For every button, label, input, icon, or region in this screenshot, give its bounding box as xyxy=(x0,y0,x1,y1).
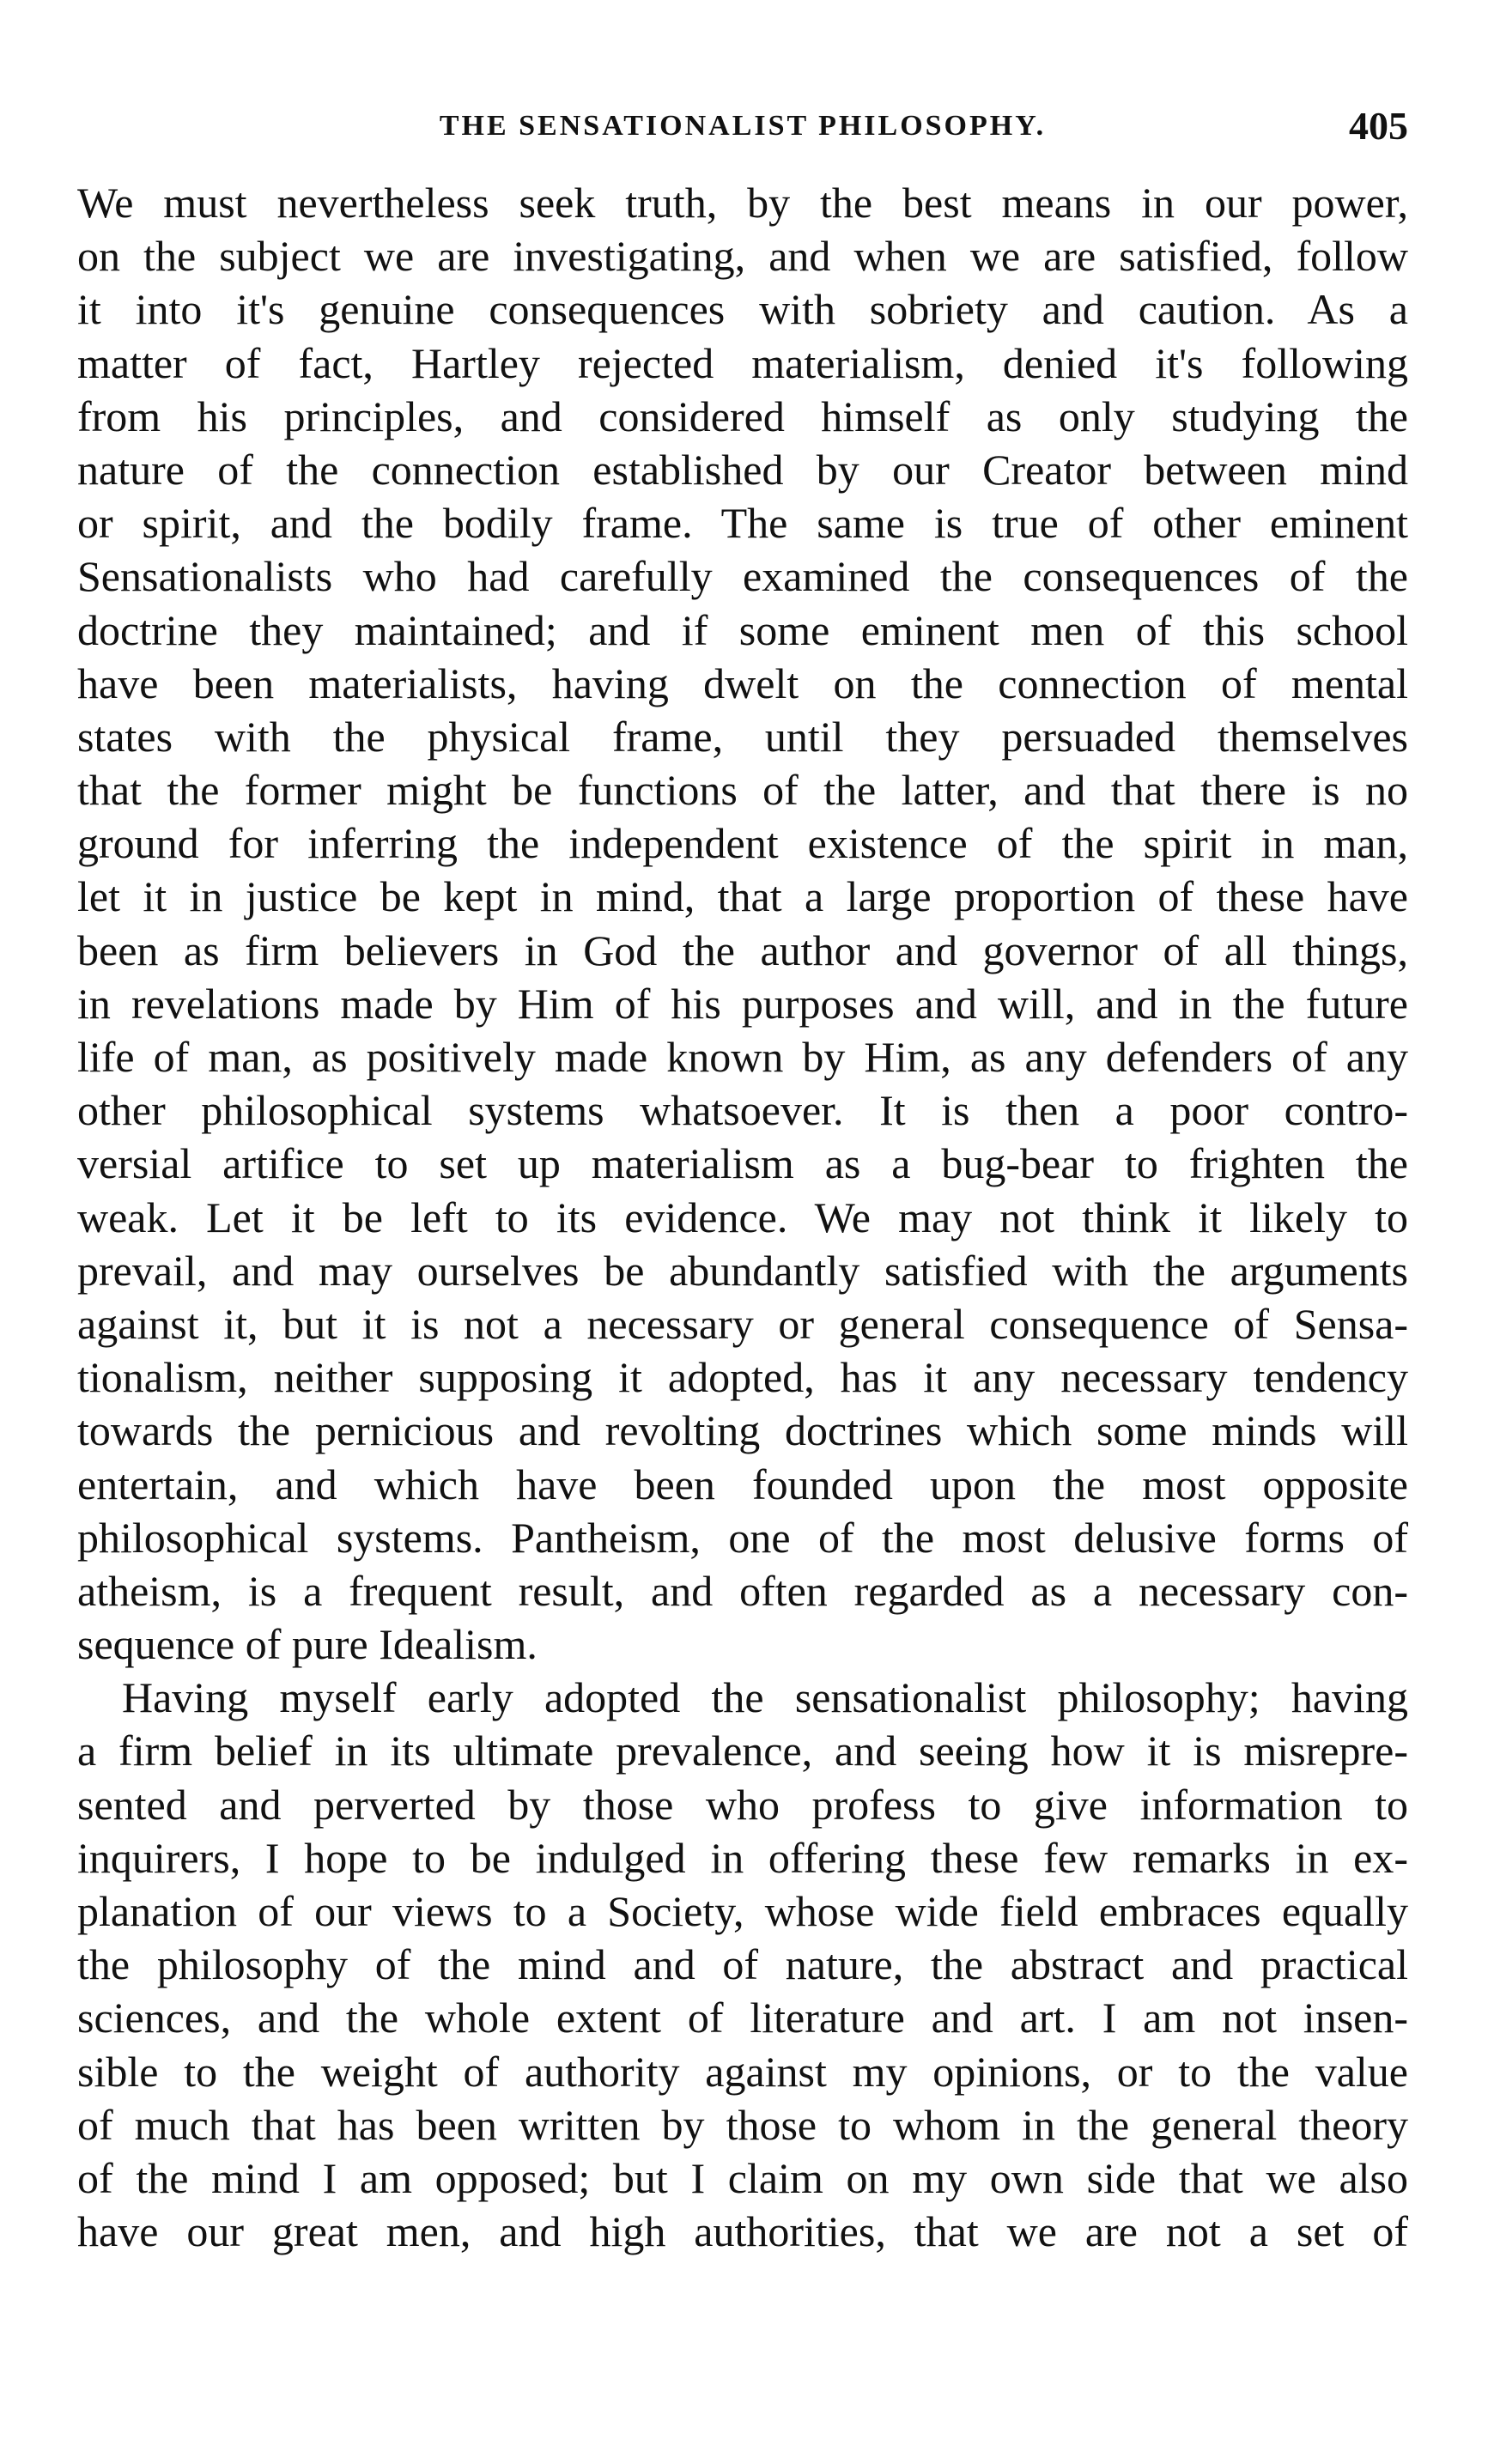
text-line: that the former might be functions of the latter, and that there is no xyxy=(77,766,1408,815)
text-line: We must nevertheless seek truth, by the best means in our power, xyxy=(77,179,1408,227)
text-line: doctrine they maintained; and if some eminent men of this school xyxy=(77,605,1408,654)
text-line: prevail, and may ourselves be abundantly satisfied with the arguments xyxy=(77,1246,1408,1295)
text-line: nature of the connection established by our Creator between mind xyxy=(77,445,1408,494)
text-line: inquirers, I hope to be indulged in offering these few remarks in ex- xyxy=(77,1833,1408,1882)
text-line: sciences, and the whole extent of literature and art. I am not insen- xyxy=(77,1994,1408,2042)
page-number: 405 xyxy=(1349,104,1408,148)
text-line: entertain, and which have been founded upon the most opposite xyxy=(77,1460,1408,1508)
text-line: let it in justice be kept in mind, that a large proportion of these have xyxy=(77,872,1408,921)
text-line: in revelations made by Him of his purposes and will, and in the future xyxy=(77,979,1408,1028)
text-line: from his principles, and considered himself as only studying the xyxy=(77,391,1408,440)
text-line: sible to the weight of authority against my opinions, or to the value xyxy=(77,2047,1408,2096)
text-line: planation of our views to a Society, whose wide field embraces equally xyxy=(77,1887,1408,1935)
text-line: been as firm believers in God the author and governor of all things, xyxy=(77,926,1408,974)
text-line: Sensationalists who had carefully examined the consequences of the xyxy=(77,552,1408,601)
text-line: states with the physical frame, until they persuaded themselves xyxy=(77,712,1408,761)
text-line: ground for inferring the independent existence of the spirit in man, xyxy=(77,819,1408,868)
text-line: matter of fact, Hartley rejected materialism, denied it's following xyxy=(77,338,1408,387)
text-line: other philosophical systems whatsoever. It is then a poor contro- xyxy=(77,1086,1408,1135)
text-line: it into it's genuine consequences with sobriety and caution. As a xyxy=(77,285,1408,334)
text-line: versial artifice to set up materialism as a bug-bear to frighten the xyxy=(77,1139,1408,1188)
text-line: on the subject we are investigating, and when we are satisfied, follow xyxy=(77,232,1408,281)
text-line: tionalism, neither supposing it adopted, has it any necessary tendency xyxy=(77,1353,1408,1402)
text-line: life of man, as positively made known by Him, as any defenders of any xyxy=(77,1033,1408,1081)
text-line: the philosophy of the mind and of nature, the abstract and practical xyxy=(77,1940,1408,1989)
text-line: sented and perverted by those who profess to give information to xyxy=(77,1780,1408,1829)
text-line: or spirit, and the bodily frame. The same is true of other eminent xyxy=(77,499,1408,548)
paragraph-start-line: Having myself early adopted the sensationalist philosophy; having xyxy=(122,1673,1408,1722)
text-line: a firm belief in its ultimate prevalence, and seeing how it is misrepre- xyxy=(77,1727,1408,1775)
text-line: philosophical systems. Pantheism, one of the most delusive forms of xyxy=(77,1513,1408,1562)
body-text xyxy=(77,176,1408,2258)
text-line: have our great men, and high authorities, that we are not a set of xyxy=(77,2207,1408,2256)
text-line: towards the pernicious and revolting doctrines which some minds will xyxy=(77,1406,1408,1455)
paragraph-end-line: sequence of pure Idealism. xyxy=(77,1620,538,1669)
text-line: against it, but it is not a necessary or general consequence of Sensa- xyxy=(77,1299,1408,1348)
running-head xyxy=(77,103,1408,155)
text-line: of the mind I am opposed; but I claim on my own side that we also xyxy=(77,2153,1408,2202)
text-line: of much that has been written by those to whom in the general theory xyxy=(77,2100,1408,2149)
text-line: have been materialists, having dwelt on the connection of mental xyxy=(77,658,1408,707)
text-line: weak. Let it be left to its evidence. We may not think it likely to xyxy=(77,1193,1408,1241)
running-title: THE SENSATIONALIST PHILOSOPHY. xyxy=(439,110,1047,142)
text-line: atheism, is a frequent result, and often regarded as a necessary con- xyxy=(77,1566,1408,1615)
